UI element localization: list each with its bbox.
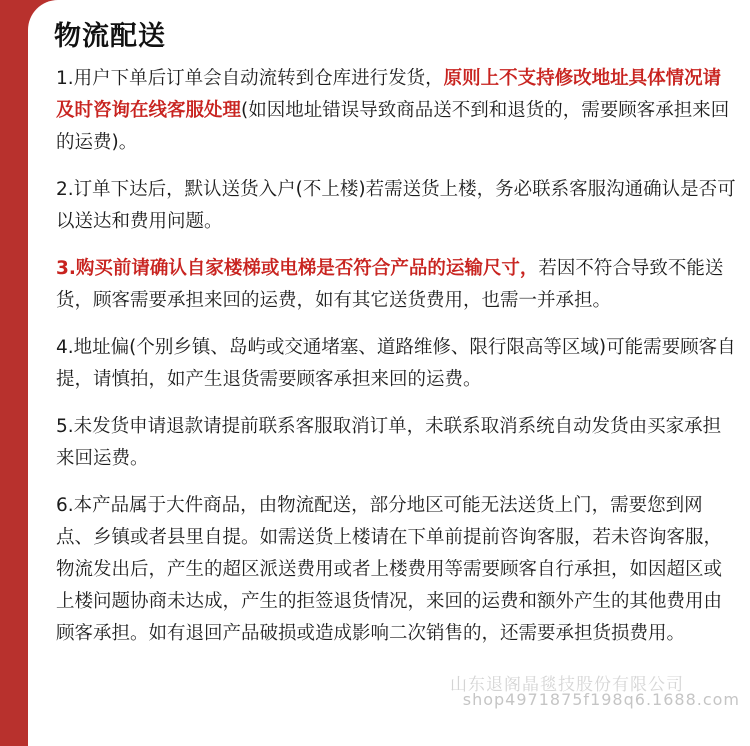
policy-item-1 <box>56 63 736 159</box>
page-title: 物流配送 <box>54 21 166 52</box>
policy-item-1-text: 1.用户下单后订单会自动流转到仓库进行发货， <box>56 68 444 89</box>
policy-item-3-highlight: 3.购买前请确认自家楼梯或电梯是否符合产品的运输尺寸， <box>56 258 539 279</box>
policy-item-2: 2.订单下达后，默认送货入户(不上楼)若需送货上楼，务必联系客服沟通确认是否可以送达和费用问题。 <box>56 179 736 232</box>
policy-item-1-note: (如因地址错误导致商品送不到和退货的，需要顾客承担来回的运费)。 <box>56 100 730 153</box>
policy-item-4: 4.地址偏(个别乡镇、岛屿或交通堵塞、道路维修、限行限高等区域)可能需要顾客自提，请慎拍，如产生退货需要顾客承担来回的运费。 <box>56 337 736 390</box>
policy-text <box>56 63 736 665</box>
watermark-company: 山东退阁晶毯技股份有限公司 <box>450 675 684 695</box>
policy-item-3 <box>56 253 736 317</box>
policy-item-1-highlight: 原则上不支持修改地址具体情况请及时咨询在线客服处理 <box>56 68 722 121</box>
policy-item-3-text: 若因不符合导致不能送货，顾客需要承担来回的运费，如有其它送货费用，也需一并承担。 <box>56 258 724 311</box>
policy-item-6: 6.本产品属于大件商品，由物流配送，部分地区可能无法送货上门，需要您到网点、乡镇或者县里自提。如需送货上楼请在下单前提前咨询客服，若未咨询客服，物流发出后，产生的超区派送费用或者上楼费用等需要顾客自行承担，如因超区或上楼问题协商未达成，产生的拒签退货情况，来回的运费和额外产生的其他费用由顾客承担。如有退回产品破损或造成影响二次销售的，还需要承担货损费用。 <box>56 495 723 644</box>
watermark-shop-url: shop4971875f198q6.1688.com <box>462 690 740 709</box>
policy-item-5: 5.未发货申请退款请提前联系客服取消订单，未联系取消系统自动发货由买家承担来回运费。 <box>56 416 722 469</box>
